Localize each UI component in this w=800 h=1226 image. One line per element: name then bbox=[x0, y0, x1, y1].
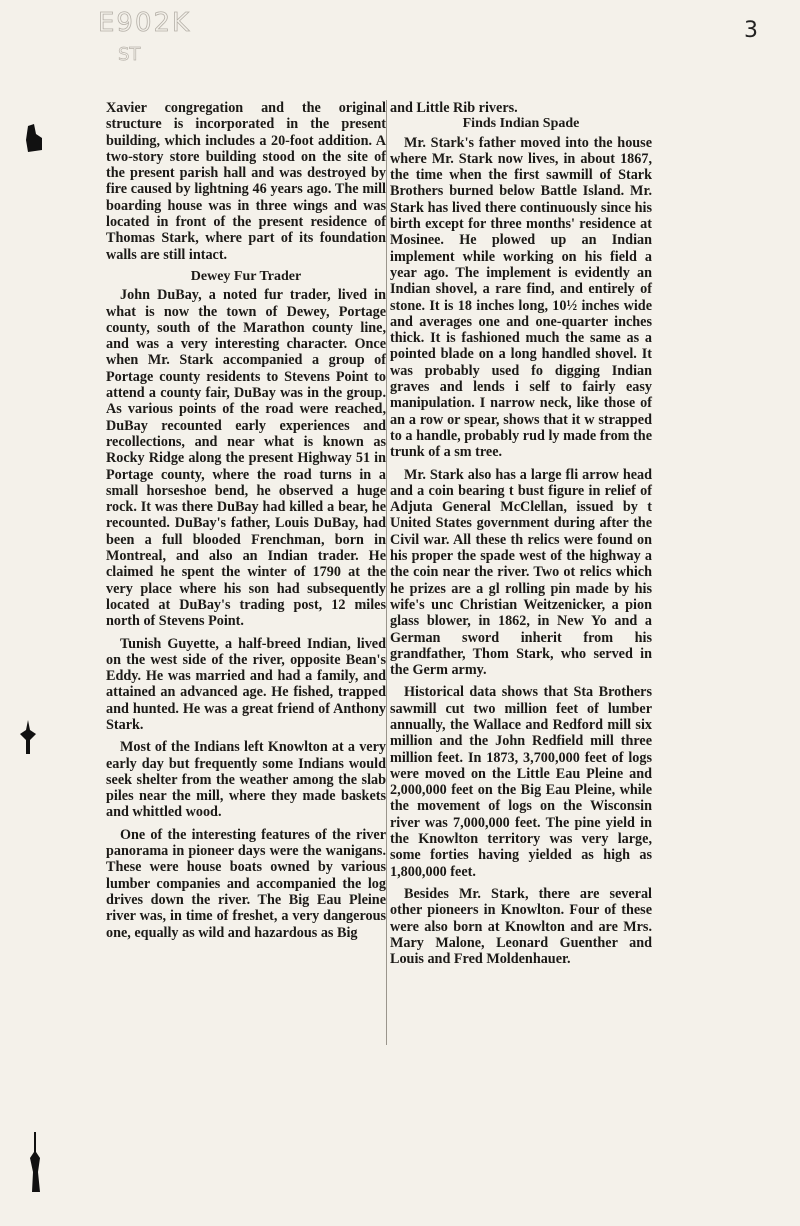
page-number: 3 bbox=[744, 18, 758, 43]
article-paragraph: Mr. Stark's father moved into the house where Mr. Stark now lives, in about 1867, the time when the first sawmill of Stark Brothers burned below Battle Island. Mr. Stark has lived there continuously since his birth except for three months' residence at Mosinee. He plowed up an Indian implement while working on his field a year ago. The implement is evidently an Indian shovel, a rare find, and entirely of stone. It is 18 inches long, 10½ inches wide and averages one and one-quarter inches thick. It is fashioned much the same as a pointed blade on a long handled shovel. It was probably used fo digging Indian graves and lends i self to fairly easy manipulation. I narrow neck, like those of an a row or spear, shows that it w strapped to a handle, probably rud ly made from the trunk of a sm tree. bbox=[390, 134, 652, 461]
binder-hole-mark-icon bbox=[28, 1132, 42, 1192]
article-subheading: Finds Indian Spade bbox=[462, 116, 580, 132]
call-number-sub: ST bbox=[118, 44, 141, 65]
article-paragraph: Tunish Guyette, a half-breed Indian, lived on the west side of the river, opposite Bean's Eddy. He was married and had a family, and attained an advanced age. He fished, trapped and hunted. He was a great friend of Anthony Stark. bbox=[106, 635, 386, 733]
article-paragraph: John DuBay, a noted fur trader, lived in what is now the town of Dewey, Portage county, south of the Marathon county line, and was a very interesting character. Once when Mr. Stark accompanied a group of Portage county residents to Stevens Point to attend a county fair, DuBay was in the group. As various points of the road were reached, DuBay recounted early experiences and recollections, and near what is known as Rocky Ridge along the present Highway 51 in Portage county, where the road turns in a small horseshoe bend, he observed a huge rock. It was there DuBay had killed a bear, he recounted. DuBay's father, Louis DuBay, had been a full blooded Frenchman, born in Montreal, and also an Indian trader. He claimed he spent the winter of 1790 at the very place where his son had subsequently located at DuBay's trading post, 12 miles north of Stevens Point. bbox=[106, 287, 386, 630]
article-subheading: Dewey Fur Trader bbox=[190, 268, 302, 284]
article-left-column bbox=[106, 100, 386, 941]
article-paragraph: Most of the Indians left Knowlton at a very early day but frequently some Indians would seek shelter from the weather among the slab piles near the mill, where they made baskets and whittled wood. bbox=[106, 739, 386, 821]
call-number: E902K bbox=[98, 8, 192, 38]
article-paragraph: Xavier congregation and the original structure is incorporated in the present building, which includes a 20-foot addition. A two-story store building stood on the site of the present parish hall and was destroyed by fire caused by lightning 46 years ago. The mill boarding house was in three wings and was located in front of the present residence of Thomas Stark, where part of its foundation walls are still intact. bbox=[106, 100, 386, 263]
article-paragraph: Historical data shows that Sta Brothers sawmill cut two million feet of lumber annually, the Wallace and Redford mill six million and the John Redfield mill three million feet. In 1873, 3,700,000 feet of logs were moved on the Little Eau Pleine and 2,000,000 feet on the Big Eau Pleine, while the movement of logs on the Wisconsin river was 7,000,000 feet. The pine yield in the Knowlton territory was very large, some forties having yielded as high as 1,800,000 feet. bbox=[390, 684, 652, 880]
article-paragraph: One of the interesting features of the river panorama in pioneer days were the wanigans. These were house boats owned by various lumber companies and accompanied the log drives down the river. The Big Eau Pleine river was, in time of freshet, a very dangerous one, equally as wild and hazardous as Big bbox=[106, 826, 386, 941]
article-paragraph: Besides Mr. Stark, there are several other pioneers in Knowlton. Four of these were also born at Knowlton and are Mrs. Mary Malone, Leonard Guenther and Louis and Fred Moldenhauer. bbox=[390, 885, 652, 968]
binder-hole-mark-icon bbox=[18, 720, 38, 754]
article-paragraph: and Little Rib rivers. bbox=[390, 100, 518, 116]
article-paragraph: Mr. Stark also has a large fli arrow head and a coin bearing t bust figure in relief of Adjuta General McClellan, issued by t United States government during after the Civil war. All these th relics were found on his proper the spade west of the highway a the coin near the river. Two ot relics which he prizes are a gl rolling pin made by his wife's unc Christian Weitzenicker, a pion glass blower, in 1862, in New Yo and a German sword inherit from his grandfather, Thom Stark, who served in the Germ army. bbox=[390, 466, 652, 679]
column-divider bbox=[386, 100, 387, 1045]
article-right-column bbox=[390, 100, 652, 967]
binder-hole-mark-icon bbox=[24, 124, 44, 154]
